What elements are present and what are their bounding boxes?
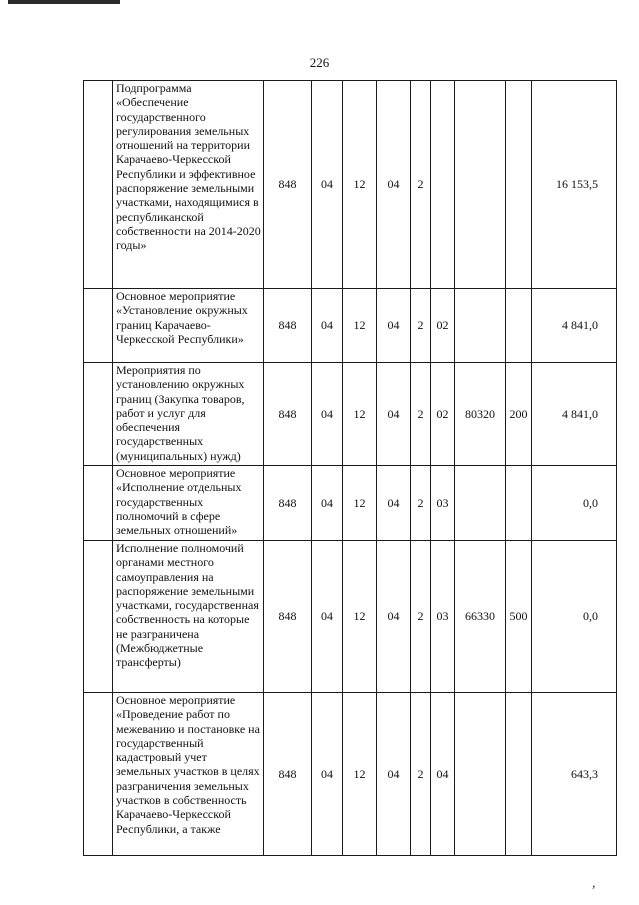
ministry-code: 848 [264,81,312,289]
subprogram-code: 2 [411,466,431,541]
row-number-cell [84,363,113,466]
amount: 4 841,0 [532,363,617,466]
page-number: 226 [309,55,330,70]
subsection-code: 12 [343,81,377,289]
row-number-cell [84,541,113,693]
activity-code: 03 [431,466,455,541]
table-row [84,466,617,541]
row-number-cell [84,693,113,856]
amount: 0,0 [532,541,617,693]
table-row [84,363,617,466]
expense-type-code [506,289,532,363]
ministry-code: 848 [264,289,312,363]
program-code: 04 [377,363,411,466]
direction-code [455,693,506,856]
expense-type-code [506,466,532,541]
subsection-code: 12 [343,466,377,541]
row-name: Основное мероприятие «Проведение работ по межеванию и постановке на государственный кадастровый учет земельных участков в целях разграничения земельных участков в собственность Карачаево-Черкесской Республики, а также [113,693,264,856]
expense-type-code [506,81,532,289]
activity-code: 04 [431,693,455,856]
row-name: Основное мероприятие «Исполнение отдельных государственных полномочий в сфере земельных отношений» [113,466,264,541]
table-row [84,81,617,289]
program-code: 04 [377,289,411,363]
ministry-code: 848 [264,363,312,466]
program-code: 04 [377,693,411,856]
amount: 0,0 [532,466,617,541]
amount: 643,3 [532,693,617,856]
table-row [84,693,617,856]
row-number-cell [84,289,113,363]
row-name: Основное мероприятие «Установление окружных границ Карачаево-Черкесской Республики» [113,289,264,363]
activity-code: 02 [431,289,455,363]
row-number-cell [84,466,113,541]
subsection-code: 12 [343,693,377,856]
direction-code [455,81,506,289]
amount: 4 841,0 [532,289,617,363]
ministry-code: 848 [264,541,312,693]
program-code: 04 [377,466,411,541]
subprogram-code: 2 [411,693,431,856]
expense-type-code: 500 [506,541,532,693]
direction-code [455,466,506,541]
program-code: 04 [377,541,411,693]
program-code: 04 [377,81,411,289]
ministry-code: 848 [264,466,312,541]
subprogram-code: 2 [411,363,431,466]
table-row [84,289,617,363]
activity-code: 02 [431,363,455,466]
direction-code: 66330 [455,541,506,693]
subsection-code: 12 [343,541,377,693]
row-name: Мероприятия по установлению окружных границ (Закупка товаров, работ и услуг для обеспечения государственных (муниципальных) нужд) [113,363,264,466]
expense-type-code [506,693,532,856]
row-name: Подпрограмма «Обеспечение государственного регулирования земельных отношений на территории Карачаево-Черкесской Республики и эффективное распоряжение земельными участками, находящимися в республиканской собственности на 2014-2020 годы» [113,81,264,289]
amount: 16 153,5 [532,81,617,289]
subprogram-code: 2 [411,81,431,289]
pen-mark: , [592,876,596,891]
activity-code: 03 [431,541,455,693]
subsection-code: 12 [343,363,377,466]
section-code: 04 [312,81,343,289]
direction-code [455,289,506,363]
subprogram-code: 2 [411,289,431,363]
row-number-cell [84,81,113,289]
scan-edge-mark [8,0,120,4]
budget-table [83,80,617,856]
activity-code [431,81,455,289]
section-code: 04 [312,693,343,856]
direction-code: 80320 [455,363,506,466]
section-code: 04 [312,541,343,693]
section-code: 04 [312,466,343,541]
expense-type-code: 200 [506,363,532,466]
table-row [84,541,617,693]
ministry-code: 848 [264,693,312,856]
section-code: 04 [312,289,343,363]
row-name: Исполнение полномочий органами местного самоуправления на распоряжение земельными участками, государственная собственность на которые не разграничена (Межбюджетные трансферты) [113,541,264,693]
section-code: 04 [312,363,343,466]
subsection-code: 12 [343,289,377,363]
subprogram-code: 2 [411,541,431,693]
